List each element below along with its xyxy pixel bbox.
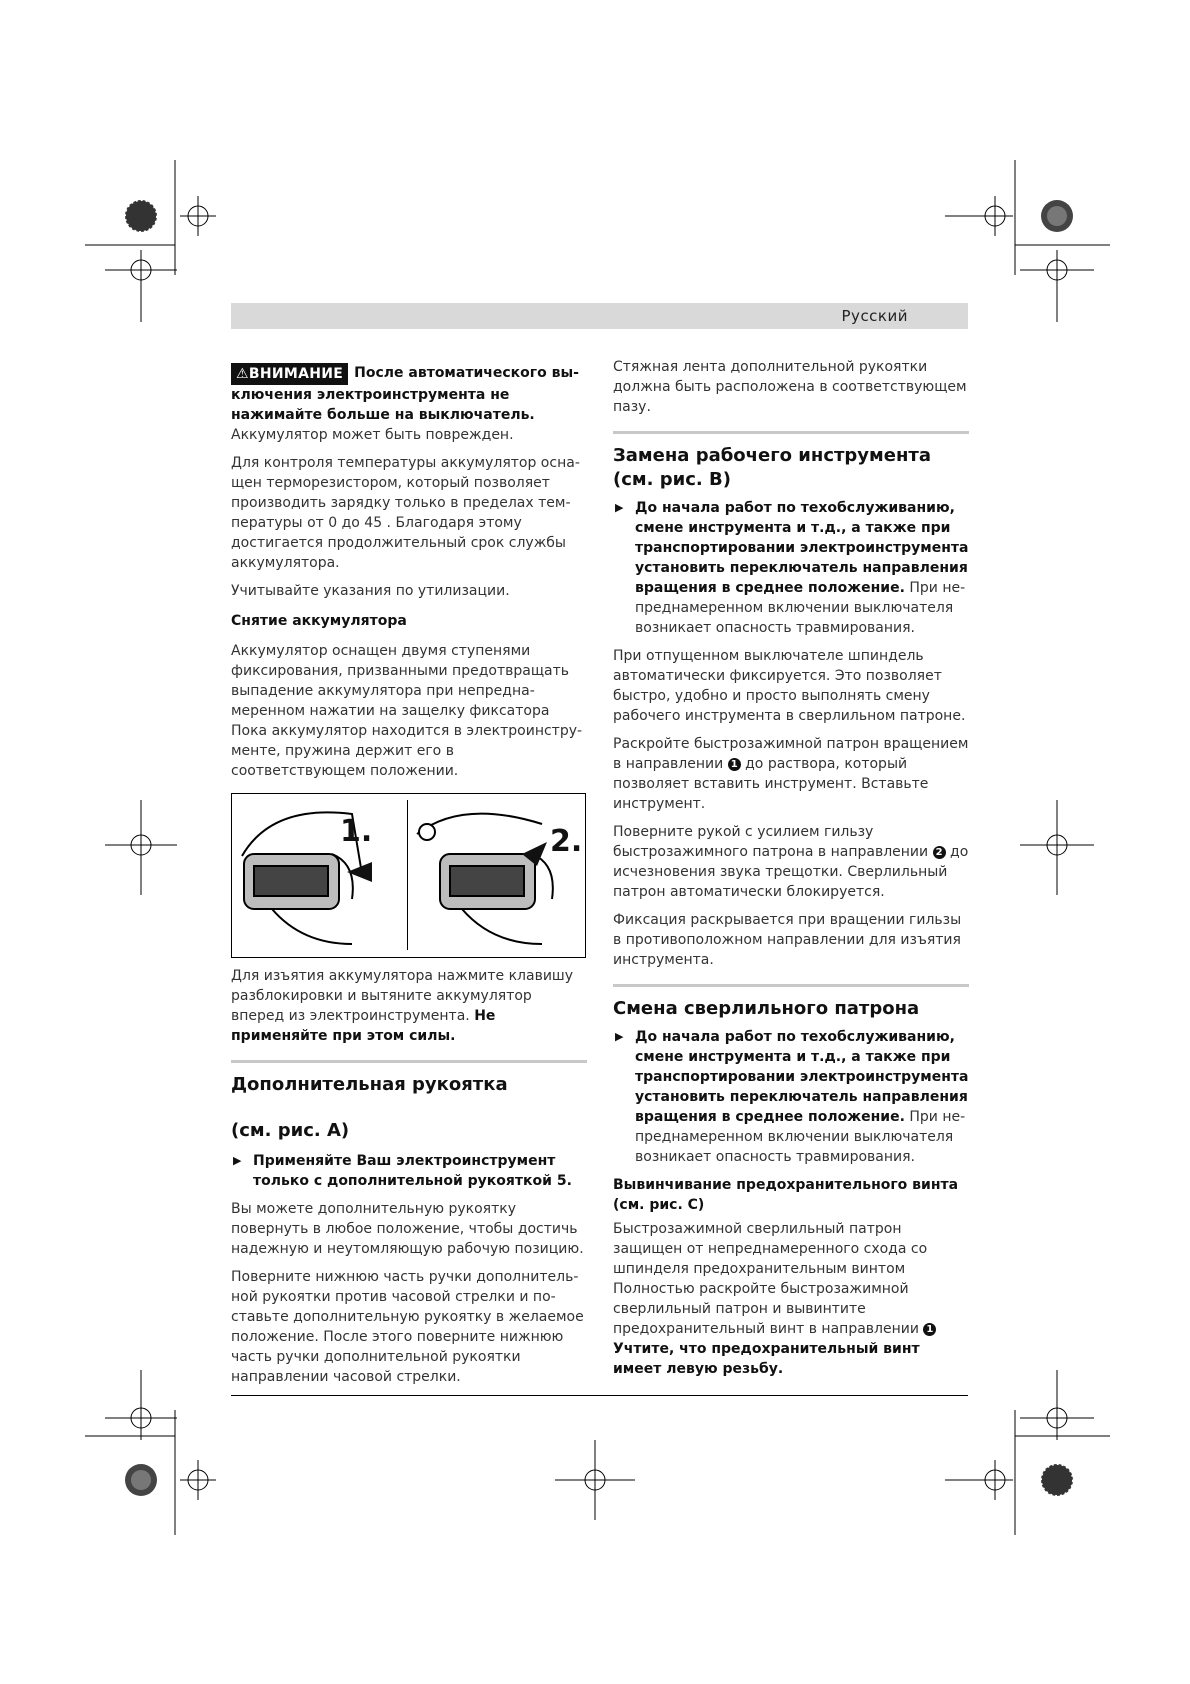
aux-handle-bullet: ▶ Применяйте Ваш электроинструмент только с дополнительной рукояткой 5. — [233, 1153, 572, 1189]
bullet-triangle-icon: ▶ — [233, 1154, 242, 1167]
left-column — [231, 363, 587, 1387]
step-1-badge: 1 — [923, 1323, 936, 1336]
spindle-paragraph: При отпущенном выключателе шпиндель автоматически фиксируется. Это позволяет быстро, удобно и просто выполнять смену рабочего инструмента в сверлильном патроне. — [613, 648, 966, 724]
temperature-paragraph: Для контроля температуры аккумулятор оснащен терморезистором, который позволяет производить зарядку только в пределах температуры от 0 до 45 . Благодаря этому достигается продолжительный срок службы аккумулятора. — [231, 455, 580, 571]
battery-removal-figure — [231, 793, 586, 958]
aux-handle-paragraph-2: Поверните нижнюю часть ручки дополнительной рукоятки против часовой стрелки и поставьте дополнительную рукоятку в желаемое положение. После этого поверните нижнюю часть ручки дополнительной рукоятки направлении часовой стрелки. — [231, 1269, 584, 1385]
tool-change-bullet: ▶ До начала работ по техобслуживанию, смене инструмента и т.д., а также при транспортировании электроинструмента установить переключатель направления вращения в среднее положение. При непреднамеренном включении выключателя возникает опасность травмирования. — [615, 500, 969, 636]
removal-paragraph: Аккумулятор оснащен двумя ступенями фиксирования, призванными предотвращать выпадение аккумулятора при непреднамеренном нажатии на защелку фиксатора Пока аккумулятор находится в электроинструменте, пружина держит его в соответствующем положении. — [231, 643, 583, 779]
aux-handle-subtitle: (см. рис. А) — [231, 1120, 350, 1141]
warning-badge: ⚠ВНИМАНИЕ — [231, 363, 348, 385]
step-2-badge: 2 — [933, 846, 946, 859]
figure-divider — [407, 800, 408, 950]
section-divider — [231, 1060, 587, 1063]
language-label: Русский — [841, 307, 908, 325]
warning-paragraph: ⚠ВНИМАНИЕ После автоматического выключения электроинструмента не нажимайте больше на выключатель. Аккумулятор может быть поврежден. — [231, 365, 579, 443]
strap-paragraph: Стяжная лента дополнительной рукоятки должна быть расположена в соответствующем пазу. — [613, 359, 967, 415]
step-1-badge: 1 — [728, 758, 741, 771]
figure-step-1: 1. — [340, 814, 373, 849]
aux-handle-title: Дополнительная рукоятка — [231, 1074, 508, 1095]
language-header-bar — [231, 303, 968, 329]
chuck-change-title: Смена сверлильного патрона — [613, 998, 920, 1019]
bullet-triangle-icon: ▶ — [615, 501, 624, 514]
chuck-change-bullet: ▶ До начала работ по техобслуживанию, смене инструмента и т.д., а также при транспортировании электроинструмента установить переключатель направления вращения в среднее положение. При непреднамеренном включении выключателя возникает опасность травмирования. — [615, 1029, 969, 1165]
figure-step-2: 2. — [550, 824, 583, 859]
turn-sleeve-paragraph: Поверните рукой с усилием гильзу быстрозажимного патрона в направлении 2 до исчезновения звука трещотки. Сверлильный патрон автоматически блокируется. — [613, 824, 969, 900]
removal-heading: Снятие аккумулятора — [231, 613, 407, 629]
open-chuck-paragraph: Раскройте быстрозажимной патрон вращением в направлении 1 до раствора, который позволяет вставить инструмент. Вставьте инструмент. — [613, 736, 969, 812]
aux-handle-paragraph-1: Вы можете дополнительную рукоятку повернуть в любое положение, чтобы достичь надежную и неутомляющую рабочую позицию. — [231, 1201, 584, 1257]
disposal-paragraph: Учитывайте указания по утилизации. — [231, 583, 510, 599]
safety-screw-paragraph: Быстрозажимной сверлильный патрон защищен от непреднамеренного схода со шпинделя предохранительным винтом Полностью раскройте быстрозажимной сверлильный патрон и вывинтите предохранительный винт в направлении 1 Учтите, что предохранительный винт имеет левую резьбу. — [613, 1219, 969, 1379]
bullet-triangle-icon: ▶ — [615, 1030, 624, 1043]
remove-instruction-paragraph: Для изъятия аккумулятора нажмите клавишу разблокировки и вытяните аккумулятор вперед из электроинструмента. Не применяйте при этом силы. — [231, 968, 574, 1044]
safety-screw-heading: Вывинчивание предохранительного винта (см. рис. С) — [613, 1177, 959, 1213]
release-paragraph: Фиксация раскрывается при вращении гильзы в противоположном направлении для изъятия инструмента. — [613, 912, 962, 968]
battery-illustration — [232, 794, 584, 956]
section-divider — [613, 431, 969, 434]
bottom-rule — [231, 1395, 968, 1396]
right-column — [613, 357, 969, 1379]
warning-triangle-icon: ⚠ — [236, 366, 249, 382]
section-divider — [613, 984, 969, 987]
tool-change-title: Замена рабочего инструмента (см. рис. В) — [613, 445, 931, 490]
